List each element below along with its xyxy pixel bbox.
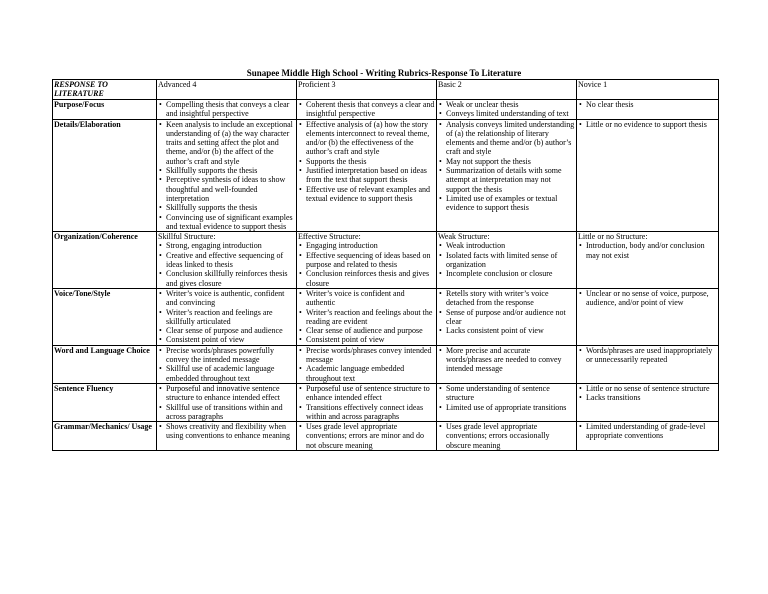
descriptor-item: • Engaging introduction xyxy=(298,241,435,250)
cell-advanced xyxy=(157,422,297,451)
descriptor-item: • Supports the thesis xyxy=(298,157,435,166)
descriptor-item: • Incomplete conclusion or closure xyxy=(438,269,575,278)
descriptor-list xyxy=(298,289,435,345)
criterion-label: Word and Language Choice xyxy=(53,345,157,383)
criterion-label: Voice/Tone/Style xyxy=(53,288,157,345)
descriptor-list xyxy=(158,384,295,421)
descriptor-list xyxy=(438,384,575,412)
descriptor-list xyxy=(298,100,435,119)
cell-proficient xyxy=(297,422,437,451)
rubric-row xyxy=(53,119,719,232)
cell-novice xyxy=(577,345,719,383)
descriptor-item: • Skillful use of transitions within and across paragraphs xyxy=(158,403,295,422)
level-header-novice: Novice 1 xyxy=(577,80,719,100)
cell-proficient xyxy=(297,119,437,232)
cell-advanced xyxy=(157,345,297,383)
descriptor-list xyxy=(298,241,435,287)
descriptor-list xyxy=(158,289,295,345)
descriptor-item: • Analysis conveys limited understanding of (a) the relationship of literary elements and theme and/or (b) author’s craft and style xyxy=(438,120,575,157)
descriptor-item: • Conclusion skillfully reinforces thesis and gives closure xyxy=(158,269,295,288)
descriptor-list xyxy=(158,120,295,232)
descriptor-item: • Limited use of appropriate transitions xyxy=(438,403,575,412)
descriptor-list xyxy=(158,422,295,441)
descriptor-item: • Purposeful and innovative sentence structure to enhance intended effect xyxy=(158,384,295,403)
criterion-label: Purpose/Focus xyxy=(53,100,157,120)
descriptor-item: • Perceptive synthesis of ideas to show thoughtful and well-founded interpretation xyxy=(158,175,295,203)
rubric-row xyxy=(53,288,719,345)
descriptor-item: • Uses grade level appropriate conventions; errors occasionally obscure meaning xyxy=(438,422,575,450)
cell-novice xyxy=(577,232,719,289)
criterion-label: Organization/Coherence xyxy=(53,232,157,289)
descriptor-item: • Limited understanding of grade-level appropriate conventions xyxy=(578,422,717,441)
descriptor-item: • Summarization of details with some attempt at interpretation may not support the thesis xyxy=(438,166,575,194)
descriptor-list xyxy=(438,422,575,450)
descriptor-list xyxy=(578,241,717,260)
cell-basic xyxy=(437,345,577,383)
descriptor-list xyxy=(298,346,435,383)
descriptor-item: • Consistent point of view xyxy=(298,335,435,344)
descriptor-item: • Clear sense of purpose and audience xyxy=(158,326,295,335)
criterion-label: Sentence Fluency xyxy=(53,383,157,421)
descriptor-item: • Purposeful use of sentence structure to enhance intended effect xyxy=(298,384,435,403)
cell-advanced xyxy=(157,232,297,289)
descriptor-list xyxy=(578,100,717,109)
cell-novice xyxy=(577,100,719,120)
descriptor-list xyxy=(578,422,717,441)
descriptor-item: • Effective sequencing of ideas based on purpose and related to thesis xyxy=(298,251,435,270)
descriptor-list xyxy=(578,289,717,308)
descriptor-item: • Precise words/phrases convey intended message xyxy=(298,346,435,365)
descriptor-list xyxy=(578,346,717,365)
descriptor-item: • Effective use of relevant examples and textual evidence to support thesis xyxy=(298,185,435,204)
descriptor-list xyxy=(438,289,575,335)
descriptor-item: • Coherent thesis that conveys a clear and insightful perspective xyxy=(298,100,435,119)
descriptor-item: • Introduction, body and/or conclusion may not exist xyxy=(578,241,717,260)
descriptor-item: • Lacks consistent point of view xyxy=(438,326,575,335)
cell-basic xyxy=(437,119,577,232)
descriptor-item: • Writer’s reaction and feelings about the reading are evident xyxy=(298,308,435,327)
descriptor-item: • Justified interpretation based on ideas from the text that support thesis xyxy=(298,166,435,185)
descriptor-item: • Little or no sense of sentence structure xyxy=(578,384,717,393)
descriptor-item: • Words/phrases are used inappropriately or unnecessarily repeated xyxy=(578,346,717,365)
descriptor-list xyxy=(158,241,295,287)
rubric-row xyxy=(53,232,719,289)
cell-proficient xyxy=(297,345,437,383)
cell-novice xyxy=(577,383,719,421)
descriptor-item: • Shows creativity and flexibility when using conventions to enhance meaning xyxy=(158,422,295,441)
descriptor-item: • More precise and accurate words/phrases are needed to convey intended message xyxy=(438,346,575,374)
rubric-table xyxy=(52,79,719,451)
cell-proficient xyxy=(297,383,437,421)
descriptor-item: • Creative and effective sequencing of ideas linked to thesis xyxy=(158,251,295,270)
descriptor-item: • Writer’s reaction and feelings are skillfully articulated xyxy=(158,308,295,327)
descriptor-list xyxy=(298,120,435,204)
descriptor-item: • Uses grade level appropriate conventions; errors are minor and do not obscure meaning xyxy=(298,422,435,450)
descriptor-item: • Strong, engaging introduction xyxy=(158,241,295,250)
descriptor-item: • Clear sense of audience and purpose xyxy=(298,326,435,335)
cell-basic xyxy=(437,422,577,451)
cell-novice xyxy=(577,119,719,232)
cell-novice xyxy=(577,422,719,451)
descriptor-item: • Writer’s voice is confident and authentic xyxy=(298,289,435,308)
level-header-proficient: Proficient 3 xyxy=(297,80,437,100)
cell-basic xyxy=(437,100,577,120)
descriptor-item: • Academic language embedded throughout text xyxy=(298,364,435,383)
descriptor-item: • Writer’s voice is authentic, confident and convincing xyxy=(158,289,295,308)
criterion-label: Details/Elaboration xyxy=(53,119,157,232)
structure-lead: Weak Structure: xyxy=(438,232,490,242)
cell-proficient xyxy=(297,288,437,345)
descriptor-item: • Weak introduction xyxy=(438,241,575,250)
descriptor-item: • Skillfully supports the thesis xyxy=(158,203,295,212)
descriptor-list xyxy=(298,422,435,450)
descriptor-item: • Sense of purpose and/or audience not clear xyxy=(438,308,575,327)
descriptor-item: • Some understanding of sentence structure xyxy=(438,384,575,403)
descriptor-list xyxy=(158,346,295,383)
descriptor-item: • Weak or unclear thesis xyxy=(438,100,575,109)
descriptor-item: • Unclear or no sense of voice, purpose, audience, and/or point of view xyxy=(578,289,717,308)
level-header-advanced: Advanced 4 xyxy=(157,80,297,100)
descriptor-list xyxy=(298,384,435,421)
descriptor-item: • Effective analysis of (a) how the story elements interconnect to reveal theme, and/or (b) the effectiveness of the author’s craft and style xyxy=(298,120,435,157)
descriptor-item: • Limited use of examples or textual evidence to support thesis xyxy=(438,194,575,213)
structure-lead: Little or no Structure: xyxy=(578,232,648,242)
descriptor-list xyxy=(158,100,295,119)
structure-lead: Skillful Structure: xyxy=(158,232,216,242)
descriptor-item: • Skillfully supports the thesis xyxy=(158,166,295,175)
descriptor-list xyxy=(438,100,575,119)
rubric-row xyxy=(53,422,719,451)
level-header-basic: Basic 2 xyxy=(437,80,577,100)
descriptor-item: • Conclusion reinforces thesis and gives closure xyxy=(298,269,435,288)
cell-advanced xyxy=(157,119,297,232)
descriptor-item: • May not support the thesis xyxy=(438,157,575,166)
descriptor-list xyxy=(578,120,717,129)
cell-proficient xyxy=(297,100,437,120)
cell-proficient xyxy=(297,232,437,289)
cell-basic xyxy=(437,232,577,289)
descriptor-item: • Precise words/phrases powerfully convey the intended message xyxy=(158,346,295,365)
descriptor-item: • Little or no evidence to support thesis xyxy=(578,120,717,129)
cell-advanced xyxy=(157,383,297,421)
descriptor-list xyxy=(438,241,575,278)
cell-advanced xyxy=(157,100,297,120)
descriptor-item: • Transitions effectively connect ideas within and across paragraphs xyxy=(298,403,435,422)
descriptor-list xyxy=(438,120,575,213)
descriptor-list xyxy=(578,384,717,403)
cell-advanced xyxy=(157,288,297,345)
descriptor-item: • Compelling thesis that conveys a clear and insightful perspective xyxy=(158,100,295,119)
rubric-row xyxy=(53,383,719,421)
document-title: Sunapee Middle High School - Writing Rubrics-Response To Literature xyxy=(246,68,522,78)
rubric-row xyxy=(53,345,719,383)
descriptor-item: • Retells story with writer’s voice detached from the response xyxy=(438,289,575,308)
descriptor-item: • No clear thesis xyxy=(578,100,717,109)
descriptor-item: • Convincing use of significant examples and textual evidence to support thesis xyxy=(158,213,295,232)
descriptor-item: • Keen analysis to include an exceptional understanding of (a) the way character traits and setting affect the plot and theme, and/or (b) the affect of the author’s craft and style xyxy=(158,120,295,166)
descriptor-list xyxy=(438,346,575,374)
cell-basic xyxy=(437,288,577,345)
descriptor-item: • Conveys limited understanding of text xyxy=(438,109,575,118)
descriptor-item: • Consistent point of view xyxy=(158,335,295,344)
corner-header: RESPONSE TO LITERATURE xyxy=(53,80,157,100)
structure-lead: Effective Structure: xyxy=(298,232,361,242)
criterion-label: Grammar/Mechanics/ Usage xyxy=(53,422,157,451)
cell-basic xyxy=(437,383,577,421)
header-row xyxy=(53,80,719,100)
rubric-row xyxy=(53,100,719,120)
descriptor-item: • Lacks transitions xyxy=(578,393,717,402)
cell-novice xyxy=(577,288,719,345)
descriptor-item: • Skillful use of academic language embedded throughout text xyxy=(158,364,295,383)
descriptor-item: • Isolated facts with limited sense of organization xyxy=(438,251,575,270)
